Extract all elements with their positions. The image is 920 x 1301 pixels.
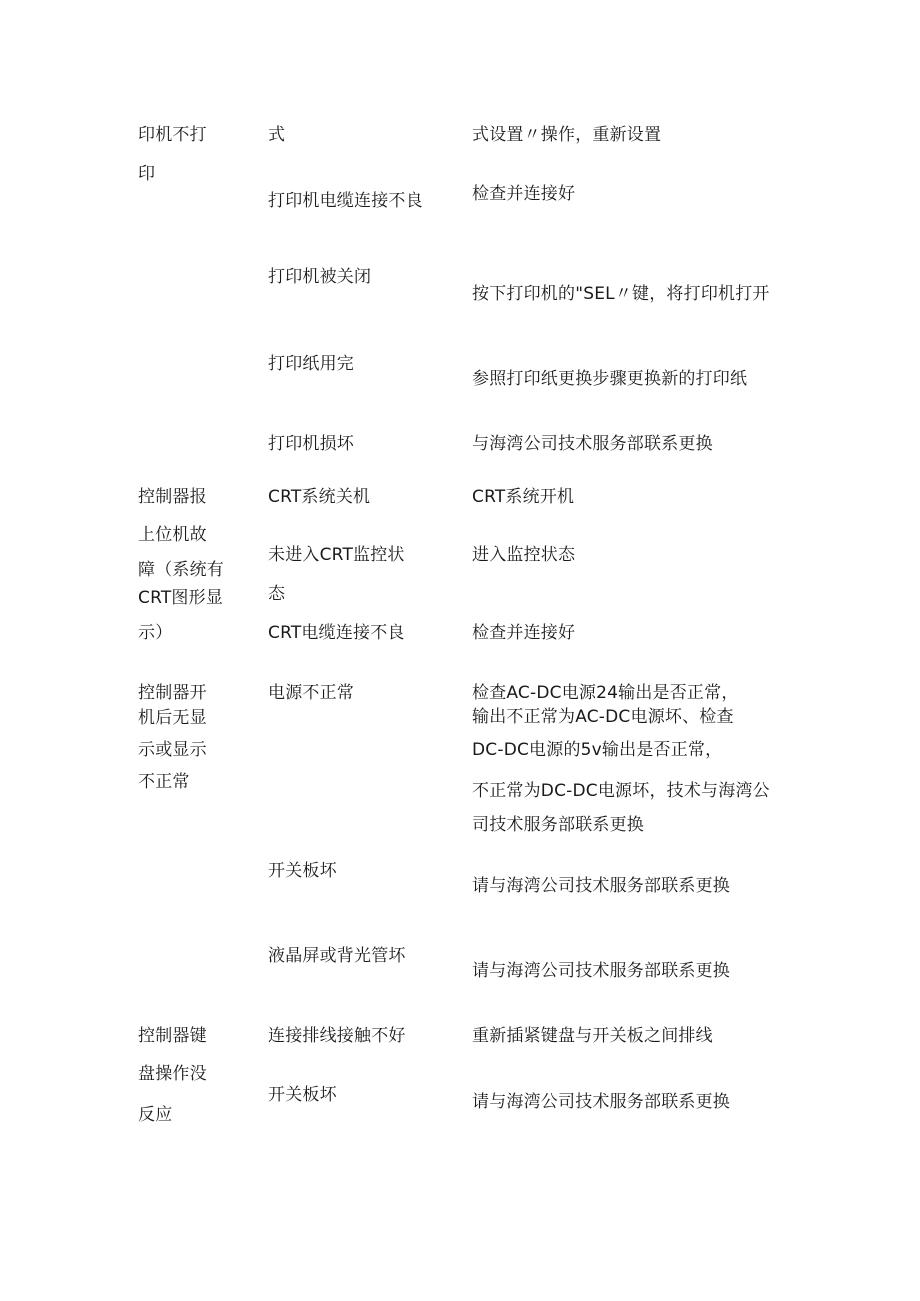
symptom-keyboard-line-1: 控制器键: [138, 1026, 207, 1046]
symptom-display-line-1: 控制器开: [138, 683, 207, 703]
solution-keyboard-1: 重新插紧键盘与开关板之间排线: [472, 1026, 713, 1046]
solution-printer-1: 式设置〃操作，重新设置: [472, 125, 662, 145]
solution-printer-2: 检查并连接好: [472, 184, 576, 204]
solution-display-1-line-3: DC-DC电源的5v输出是否正常，: [472, 740, 723, 760]
symptom-display-line-3: 示或显示: [138, 740, 207, 760]
cause-printer-3: 打印机被关闭: [268, 267, 372, 287]
cause-display-1: 电源不正常: [268, 683, 354, 703]
solution-display-1-line-2: 输出不正常为AC-DC电源坏、检查: [472, 707, 734, 727]
symptom-display-line-2: 机后无显: [138, 708, 207, 728]
symptom-crt-line-4: CRT图形显: [138, 588, 224, 608]
symptom-keyboard-line-3: 反应: [138, 1105, 173, 1125]
solution-display-1-line-1: 检查AC-DC电源24输出是否正常，: [472, 683, 739, 703]
cause-printer-1: 式: [268, 125, 286, 145]
symptom-display-line-4: 不正常: [138, 772, 190, 792]
symptom-crt-line-2: 上位机故: [138, 525, 207, 545]
solution-display-2: 请与海湾公司技术服务部联系更换: [472, 876, 730, 896]
solution-crt-3: 检查并连接好: [472, 623, 576, 643]
cause-crt-2-line-2: 态: [268, 584, 286, 604]
cause-crt-2-line-1: 未进入CRT监控状: [268, 545, 405, 565]
cause-display-2: 开关板坏: [268, 861, 337, 881]
cause-crt-3: CRT电缆连接不良: [268, 623, 405, 643]
solution-crt-2: 进入监控状态: [472, 545, 576, 565]
solution-printer-4: 参照打印纸更换步骤更换新的打印纸: [472, 369, 748, 389]
symptom-printer-line-1: 印机不打: [138, 125, 207, 145]
symptom-crt-line-5: 示）: [138, 623, 173, 643]
solution-keyboard-2: 请与海湾公司技术服务部联系更换: [472, 1092, 730, 1112]
cause-crt-1: CRT系统关机: [268, 487, 371, 507]
solution-printer-3: 按下打印机的"SEL〃键，将打印机打开: [472, 284, 770, 304]
solution-crt-1: CRT系统开机: [472, 487, 575, 507]
symptom-crt-line-1: 控制器报: [138, 487, 207, 507]
solution-display-3: 请与海湾公司技术服务部联系更换: [472, 961, 730, 981]
solution-printer-5: 与海湾公司技术服务部联系更换: [472, 434, 713, 454]
symptom-printer-line-2: 印: [138, 164, 156, 184]
cause-printer-2: 打印机电缆连接不良: [268, 191, 423, 211]
cause-keyboard-2: 开关板坏: [268, 1085, 337, 1105]
cause-display-3: 液晶屏或背光管坏: [268, 946, 406, 966]
cause-printer-4: 打印纸用完: [268, 354, 354, 374]
symptom-keyboard-line-2: 盘操作没: [138, 1064, 207, 1084]
symptom-crt-line-3: 障（系统有: [138, 560, 224, 580]
solution-display-1-line-5: 司技术服务部联系更换: [472, 815, 644, 835]
solution-display-1-line-4: 不正常为DC-DC电源坏，技术与海湾公: [472, 781, 770, 801]
cause-printer-5: 打印机损坏: [268, 434, 354, 454]
cause-keyboard-1: 连接排线接触不好: [268, 1026, 406, 1046]
